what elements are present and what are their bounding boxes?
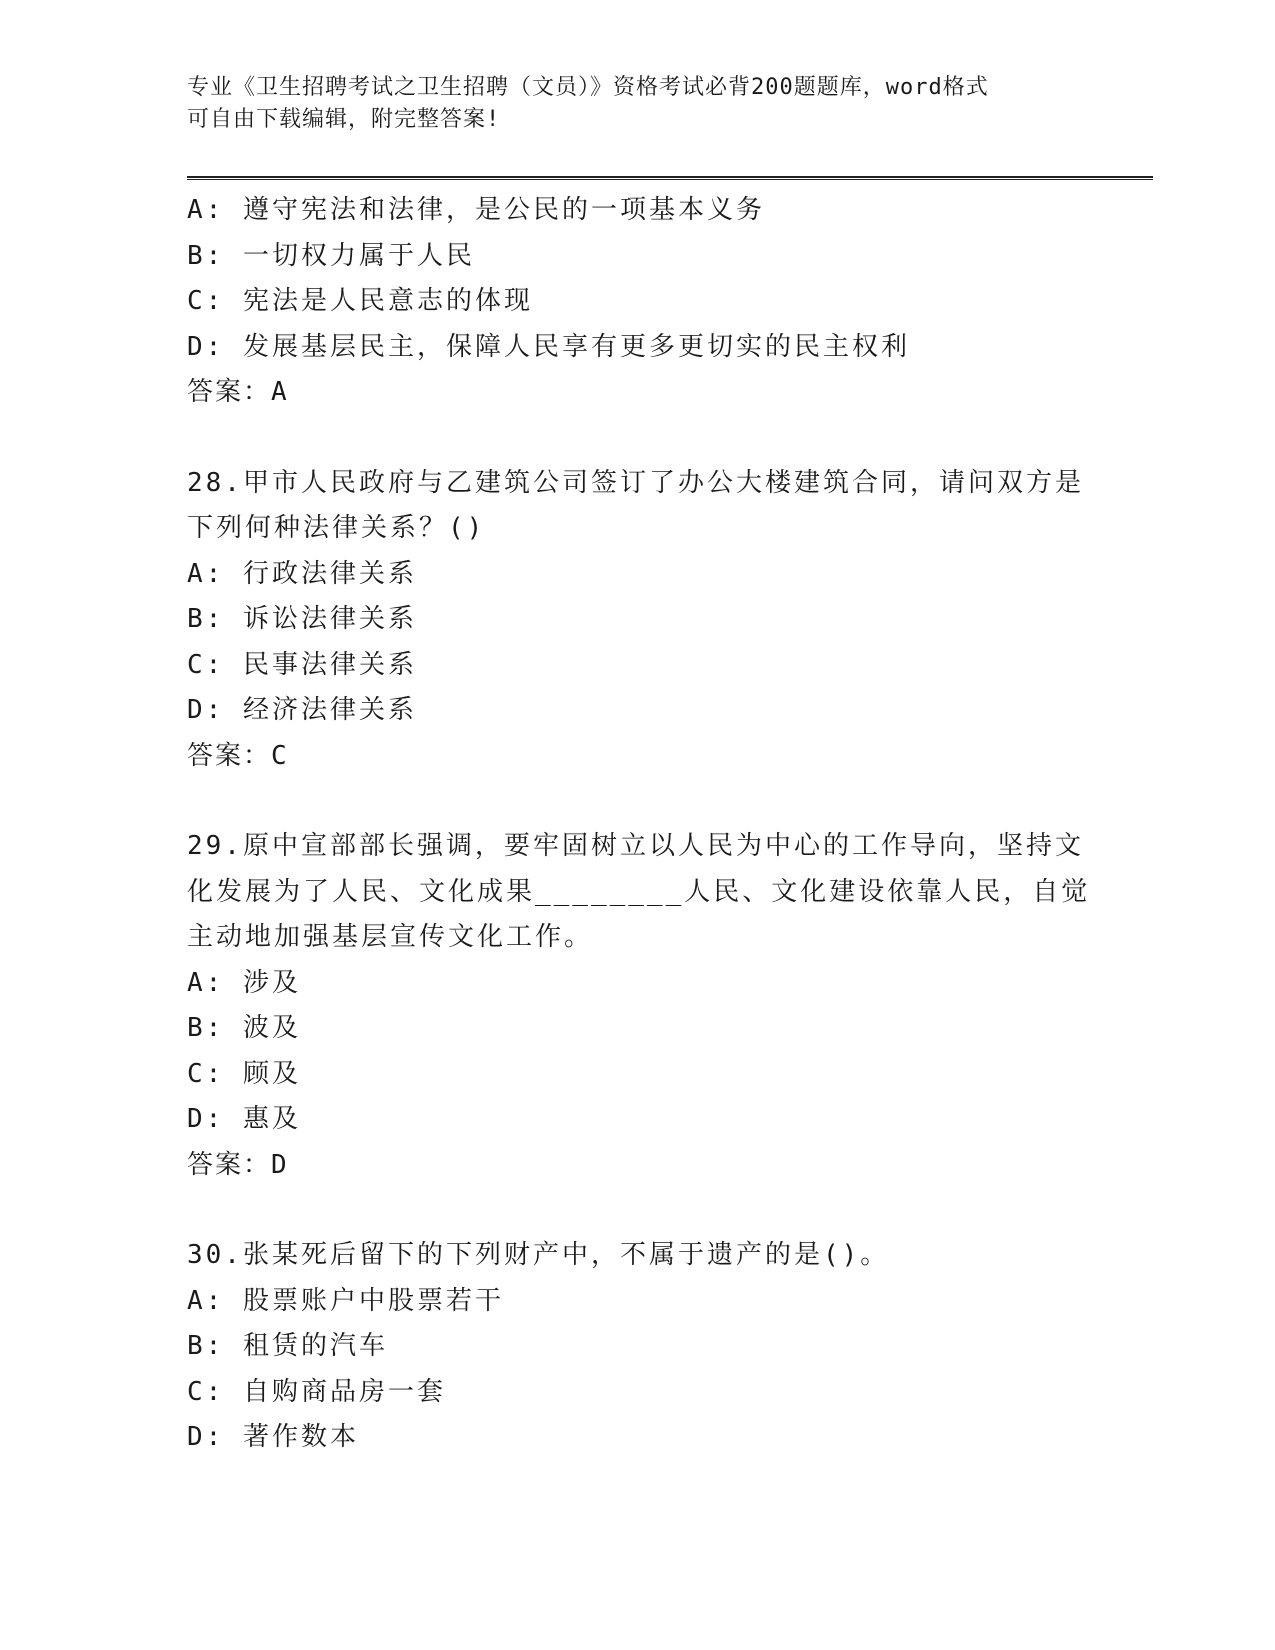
header-line-1: 专业《卫生招聘考试之卫生招聘（文员）》资格考试必背200题题库，word格式 xyxy=(187,75,989,100)
question-text-line: 下列何种法律关系？() xyxy=(187,513,486,543)
option-c: C: 民事法律关系 xyxy=(187,649,417,680)
question-28 xyxy=(187,461,1087,780)
answer-line xyxy=(187,734,1087,780)
answer-line xyxy=(187,1143,1087,1189)
answer-line xyxy=(187,370,1087,416)
question-text-line: 30.张某死后留下的下列财产中，不属于遗产的是()。 xyxy=(187,1240,890,1270)
option-a: A: 股票账户中股票若干 xyxy=(187,1285,504,1316)
document-header xyxy=(187,72,1067,136)
answer-value: D xyxy=(271,1149,290,1180)
option-d: D: 经济法律关系 xyxy=(187,695,417,725)
option-c: C: 宪法是人民意志的体现 xyxy=(187,286,533,316)
option-b: B: 波及 xyxy=(187,1013,301,1043)
question-27 xyxy=(187,188,1087,416)
option-b: B: 一切权力属于人民 xyxy=(187,240,475,271)
question-text-line: 主动地加强基层宣传文化工作。 xyxy=(187,922,594,952)
question-text-line: 化发展为了人民、文化成果________人民、文化建设依靠人民，自觉 xyxy=(187,876,1091,907)
option-d: D: 著作数本 xyxy=(187,1422,359,1452)
answer-label: 答案： xyxy=(187,740,272,771)
option-d: D: 惠及 xyxy=(187,1104,301,1134)
answer-label: 答案： xyxy=(187,377,272,407)
header-divider xyxy=(187,176,1153,180)
answer-label: 答案： xyxy=(187,1149,272,1180)
header-line-2: 可自由下载编辑，附完整答案! xyxy=(187,107,501,132)
question-list xyxy=(187,188,1091,1461)
option-b: B: 租赁的汽车 xyxy=(187,1331,388,1361)
option-a: A: 行政法律关系 xyxy=(187,558,417,589)
question-text-line: 28.甲市人民政府与乙建筑公司签订了办公大楼建筑合同，请问双方是 xyxy=(187,467,1084,498)
question-30 xyxy=(187,1233,1087,1461)
question-text-line: 29.原中宣部部长强调，要牢固树立以人民为中心的工作导向，坚持文 xyxy=(187,831,1084,861)
option-a: A: 遵守宪法和法律，是公民的一项基本义务 xyxy=(187,195,765,225)
option-b: B: 诉讼法律关系 xyxy=(187,604,417,634)
option-c: C: 顾及 xyxy=(187,1058,301,1089)
option-d: D: 发展基层民主，保障人民享有更多更切实的民主权利 xyxy=(187,331,910,362)
question-29 xyxy=(187,824,1091,1188)
answer-value: C xyxy=(271,740,290,771)
option-c: C: 自购商品房一套 xyxy=(187,1376,446,1407)
option-a: A: 涉及 xyxy=(187,967,301,998)
answer-value: A xyxy=(271,377,290,407)
